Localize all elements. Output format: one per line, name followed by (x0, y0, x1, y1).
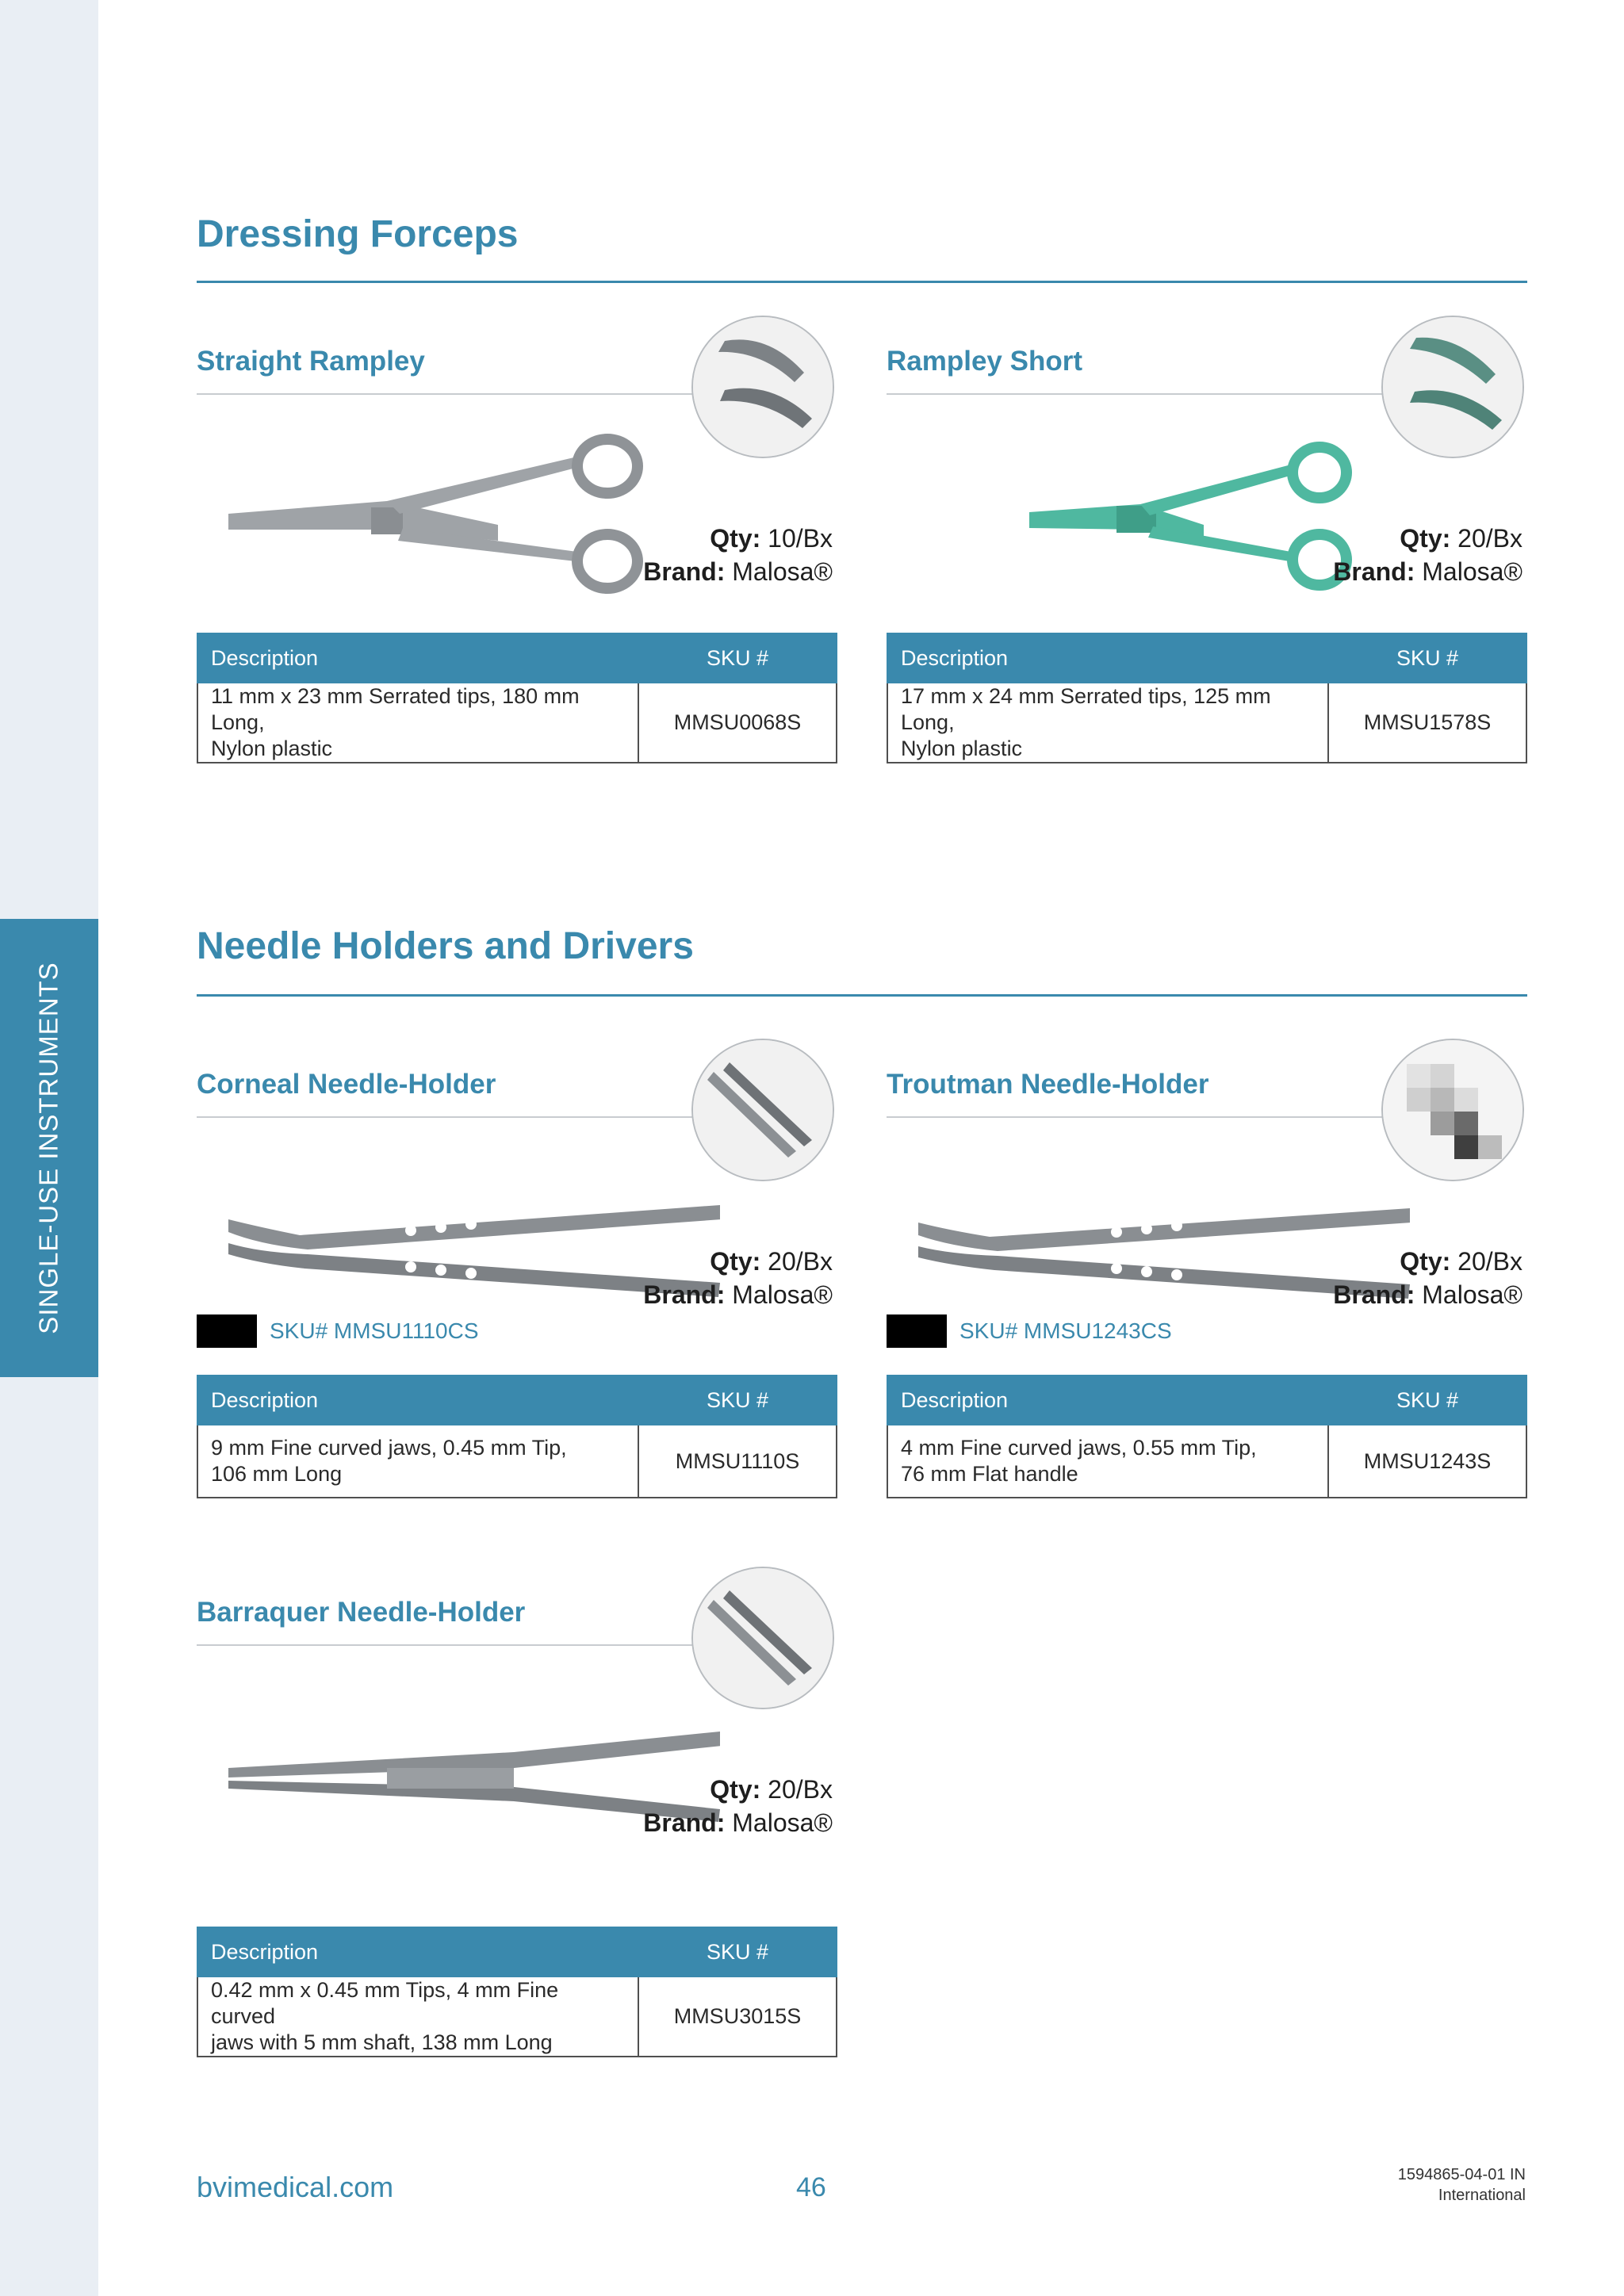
description-line: 0.42 mm x 0.45 mm Tips, 4 mm Fine curved (211, 1978, 559, 2028)
table-row (887, 1425, 1526, 1498)
description-cell (887, 1425, 1328, 1498)
qty-value: 20/Bx (1457, 524, 1522, 553)
spec-table-header (887, 633, 1526, 683)
product-title: Corneal Needle-Holder (197, 1069, 496, 1100)
sku-badge (887, 1314, 1172, 1348)
spec-table (197, 1375, 837, 1498)
description-line: 4 mm Fine curved jaws, 0.55 mm Tip, (901, 1436, 1257, 1460)
table-row (197, 1425, 837, 1498)
table-row (197, 683, 837, 763)
doc-region: International (1438, 2187, 1526, 2204)
product-divider (887, 393, 1386, 395)
spec-table-header (197, 1376, 837, 1425)
sidebar-tab[interactable] (0, 919, 98, 1377)
sku-cell: MMSU1578S (1328, 683, 1526, 763)
badge-sku-text: SKU# MMSU1110CS (270, 1318, 479, 1343)
brand-label: Brand: (643, 1280, 726, 1309)
brand-label: Brand: (1333, 1280, 1415, 1309)
product-title: Troutman Needle-Holder (887, 1069, 1209, 1100)
description-line: 9 mm Fine curved jaws, 0.45 mm Tip, (211, 1436, 567, 1460)
sku-cell: MMSU0068S (638, 683, 837, 763)
qty-brand (643, 1245, 833, 1311)
sku-cell: MMSU1110S (638, 1425, 837, 1498)
qty-label: Qty: (1400, 524, 1451, 553)
color-swatch (197, 1314, 257, 1348)
product-title: Barraquer Needle-Holder (197, 1597, 526, 1628)
product-title: Straight Rampley (197, 346, 425, 377)
product-divider (887, 1116, 1386, 1118)
product-divider (197, 393, 696, 395)
brand-value: Malosa® (732, 1808, 833, 1837)
brand-value: Malosa® (1422, 1280, 1522, 1309)
col-description-header: Description (197, 1376, 638, 1425)
page-number: 46 (796, 2172, 826, 2202)
table-row (197, 1976, 837, 2057)
qty-value: 20/Bx (768, 1247, 833, 1276)
col-sku-header: SKU # (638, 633, 837, 683)
qty-brand (643, 1773, 833, 1839)
product-divider (197, 1116, 696, 1118)
qty-label: Qty: (710, 524, 761, 553)
spec-table (887, 1375, 1527, 1498)
spec-table-header (197, 633, 837, 683)
spec-table (197, 1927, 837, 2057)
col-sku-header: SKU # (638, 1927, 837, 1976)
description-line: Nylon plastic (901, 737, 1023, 760)
section-divider (197, 281, 1527, 283)
spec-table (887, 633, 1527, 763)
qty-value: 10/Bx (768, 524, 833, 553)
description-cell (197, 1425, 638, 1498)
brand-label: Brand: (643, 557, 726, 586)
sku-badge (197, 1314, 479, 1348)
badge-sku-text: SKU# MMSU1243CS (959, 1318, 1172, 1343)
brand-value: Malosa® (732, 1280, 833, 1309)
col-description-header: Description (887, 1376, 1328, 1425)
sku-cell: MMSU1243S (1328, 1425, 1526, 1498)
description-line: Nylon plastic (211, 737, 333, 760)
product-divider (197, 1644, 696, 1646)
sidebar-tab-label: SINGLE-USE INSTRUMENTS (34, 962, 64, 1334)
qty-brand (643, 522, 833, 588)
spec-table-header (197, 1927, 837, 1976)
description-line: jaws with 5 mm shaft, 138 mm Long (211, 2030, 553, 2054)
section-divider (197, 994, 1527, 997)
sku-cell: MMSU3015S (638, 1976, 837, 2057)
table-row (887, 683, 1526, 763)
qty-label: Qty: (710, 1775, 761, 1804)
section-title-needle-holders: Needle Holders and Drivers (197, 925, 694, 967)
description-cell (197, 1976, 638, 2057)
col-description-header: Description (197, 633, 638, 683)
col-sku-header: SKU # (638, 1376, 837, 1425)
description-cell (887, 683, 1328, 763)
col-sku-header: SKU # (1328, 1376, 1526, 1425)
brand-value: Malosa® (732, 557, 833, 586)
brand-label: Brand: (1333, 557, 1415, 586)
brand-label: Brand: (643, 1808, 726, 1837)
col-description-header: Description (887, 633, 1328, 683)
footer-doc-info (1398, 2164, 1526, 2206)
spec-table-header (887, 1376, 1526, 1425)
qty-label: Qty: (710, 1247, 761, 1276)
qty-value: 20/Bx (768, 1775, 833, 1804)
spec-table (197, 633, 837, 763)
doc-code: 1594865-04-01 IN (1397, 2166, 1526, 2183)
qty-label: Qty: (1400, 1247, 1451, 1276)
description-line: 11 mm x 23 mm Serrated tips, 180 mm Long, (211, 684, 580, 734)
description-line: 76 mm Flat handle (901, 1462, 1078, 1486)
qty-value: 20/Bx (1457, 1247, 1522, 1276)
col-sku-header: SKU # (1328, 633, 1526, 683)
col-description-header: Description (197, 1927, 638, 1976)
qty-brand (1333, 522, 1522, 588)
description-line: 106 mm Long (211, 1462, 343, 1486)
product-title: Rampley Short (887, 346, 1082, 377)
description-cell (197, 683, 638, 763)
brand-value: Malosa® (1422, 557, 1522, 586)
color-swatch (887, 1314, 947, 1348)
description-line: 17 mm x 24 mm Serrated tips, 125 mm Long, (901, 684, 1271, 734)
footer-website-link[interactable]: bvimedical.com (197, 2171, 394, 2203)
qty-brand (1333, 1245, 1522, 1311)
section-title-dressing-forceps: Dressing Forceps (197, 213, 519, 255)
